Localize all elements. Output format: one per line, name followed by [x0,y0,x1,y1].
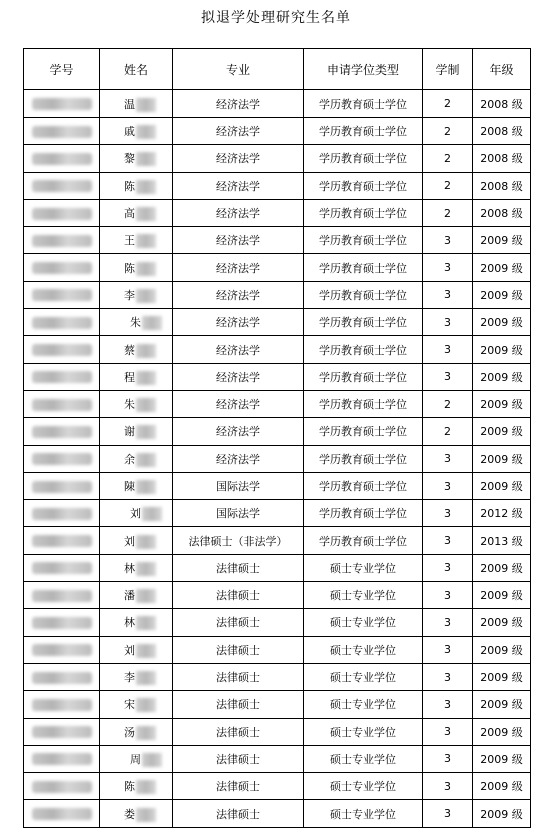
grade-cell: 2009 级 [473,363,531,390]
grade-cell: 2009 级 [473,418,531,445]
grade-cell: 2009 级 [473,582,531,609]
table-row [24,663,531,690]
redaction-blur [32,590,92,602]
student-id-redacted [24,145,100,172]
major-cell: 法律硕士 [173,773,304,800]
degree-type-cell: 学历教育硕士学位 [304,199,423,226]
major-cell: 经济法学 [173,445,304,472]
student-id-redacted [24,718,100,745]
student-name-cell [100,90,173,118]
degree-type-cell: 学历教育硕士学位 [304,281,423,308]
table-row [24,718,531,745]
student-name: 戚 [124,125,135,139]
redaction-blur [136,562,156,576]
major-cell: 经济法学 [173,281,304,308]
redaction-blur [136,207,156,221]
student-id-redacted [24,445,100,472]
grade-cell: 2009 级 [473,636,531,663]
student-id-redacted [24,363,100,390]
major-cell: 国际法学 [173,500,304,527]
grade-cell: 2009 级 [473,254,531,281]
document-title: 拟退学处理研究生名单 [201,10,351,26]
grade-cell: 2008 级 [473,199,531,226]
program-length-cell: 3 [423,691,473,718]
program-length-cell: 2 [423,90,473,118]
program-length-cell: 3 [423,445,473,472]
grade-cell: 2009 级 [473,773,531,800]
major-cell: 经济法学 [173,118,304,145]
table-row [24,281,531,308]
redaction-blur [136,98,156,112]
table-row [24,582,531,609]
student-name: 谢 [124,425,135,439]
redaction-blur [136,344,156,358]
degree-type-cell: 硕士专业学位 [304,745,423,772]
redaction-blur [32,508,92,520]
major-cell: 经济法学 [173,309,304,336]
program-length-cell: 3 [423,554,473,581]
student-id-redacted [24,90,100,118]
student-id-redacted [24,281,100,308]
redaction-blur [142,507,162,521]
student-name-cell [100,718,173,745]
table-row [24,609,531,636]
redaction-blur [32,289,92,301]
program-length-cell: 3 [423,663,473,690]
redaction-blur [32,208,92,220]
student-name: 刘 [124,534,135,548]
major-cell: 法律硕士 [173,636,304,663]
grade-cell: 2009 级 [473,309,531,336]
student-name: 林 [124,616,135,630]
degree-type-cell: 学历教育硕士学位 [304,309,423,336]
table-row [24,418,531,445]
degree-type-cell: 学历教育硕士学位 [304,472,423,499]
redaction-blur [136,808,156,822]
header-degree-type: 申请学位类型 [304,49,423,90]
degree-type-cell: 学历教育硕士学位 [304,336,423,363]
program-length-cell: 3 [423,500,473,527]
student-name: 潘 [124,589,135,603]
degree-type-cell: 硕士专业学位 [304,582,423,609]
program-length-cell: 3 [423,636,473,663]
program-length-cell: 3 [423,609,473,636]
program-length-cell: 3 [423,773,473,800]
grade-cell: 2009 级 [473,281,531,308]
redaction-blur [32,617,92,629]
grade-cell: 2009 级 [473,390,531,417]
header-program-length: 学制 [423,49,473,90]
program-length-cell: 2 [423,172,473,199]
table-row [24,254,531,281]
grade-cell: 2008 级 [473,145,531,172]
redaction-blur [32,317,92,329]
student-name: 李 [124,671,135,685]
redaction-blur [142,753,162,767]
student-name-cell [100,281,173,308]
grade-cell: 2009 级 [473,800,531,827]
major-cell: 法律硕士 [173,554,304,581]
student-name: 陈 [124,261,135,275]
redaction-blur [136,535,156,549]
student-name-cell [100,118,173,145]
redaction-blur [32,699,92,711]
table-row [24,145,531,172]
grade-cell: 2008 级 [473,118,531,145]
student-name-cell [100,663,173,690]
student-id-redacted [24,773,100,800]
student-table [23,48,531,828]
degree-type-cell: 学历教育硕士学位 [304,363,423,390]
redaction-blur [32,426,92,438]
redaction-blur [136,453,156,467]
table-row [24,90,531,118]
redaction-blur [32,98,92,110]
grade-cell: 2009 级 [473,609,531,636]
degree-type-cell: 硕士专业学位 [304,554,423,581]
student-name: 陈 [124,780,135,794]
major-cell: 法律硕士 [173,691,304,718]
student-name: 温 [124,97,135,111]
degree-type-cell: 硕士专业学位 [304,609,423,636]
student-name: 林 [124,561,135,575]
table-row [24,445,531,472]
redaction-blur [32,371,92,383]
student-name-cell [100,336,173,363]
student-name-cell [100,500,173,527]
redaction-blur [32,126,92,138]
redaction-blur [32,808,92,820]
redaction-blur [32,753,92,765]
program-length-cell: 3 [423,227,473,254]
program-length-cell: 3 [423,336,473,363]
student-name-cell [100,800,173,827]
table-row [24,227,531,254]
major-cell: 经济法学 [173,227,304,254]
student-id-redacted [24,390,100,417]
program-length-cell: 3 [423,363,473,390]
student-id-redacted [24,418,100,445]
grade-cell: 2009 级 [473,691,531,718]
student-name-cell [100,309,173,336]
grade-cell: 2012 级 [473,500,531,527]
major-cell: 法律硕士 [173,609,304,636]
redaction-blur [136,671,156,685]
student-name: 汤 [124,725,135,739]
student-id-redacted [24,527,100,554]
student-id-redacted [24,582,100,609]
major-cell: 国际法学 [173,472,304,499]
student-name-cell [100,418,173,445]
grade-cell: 2009 级 [473,336,531,363]
student-name: 陳 [124,480,135,493]
program-length-cell: 2 [423,145,473,172]
major-cell: 法律硕士 [173,800,304,827]
redaction-blur [136,425,156,439]
student-name: 宋 [124,698,135,712]
redaction-blur [136,262,156,276]
major-cell: 法律硕士 [173,582,304,609]
table-row [24,500,531,527]
student-id-redacted [24,227,100,254]
redaction-blur [142,316,162,330]
student-id-redacted [24,636,100,663]
degree-type-cell: 硕士专业学位 [304,663,423,690]
student-name: 陈 [124,179,135,193]
degree-type-cell: 学历教育硕士学位 [304,527,423,554]
program-length-cell: 3 [423,254,473,281]
grade-cell: 2009 级 [473,227,531,254]
redaction-blur [136,780,156,794]
student-name-cell [100,390,173,417]
redaction-blur [32,235,92,247]
degree-type-cell: 硕士专业学位 [304,718,423,745]
redaction-blur [136,398,156,412]
degree-type-cell: 学历教育硕士学位 [304,390,423,417]
redaction-blur [136,726,156,740]
major-cell: 经济法学 [173,363,304,390]
redaction-blur [136,589,156,603]
degree-type-cell: 硕士专业学位 [304,800,423,827]
student-id-redacted [24,172,100,199]
student-name-cell [100,445,173,472]
program-length-cell: 2 [423,199,473,226]
table-row [24,745,531,772]
major-cell: 法律硕士（非法学） [173,527,304,554]
table-row [24,390,531,417]
degree-type-cell: 学历教育硕士学位 [304,254,423,281]
major-cell: 经济法学 [173,336,304,363]
student-id-redacted [24,663,100,690]
student-id-redacted [24,554,100,581]
program-length-cell: 3 [423,718,473,745]
redaction-blur [32,262,92,274]
student-id-redacted [24,609,100,636]
table-row [24,363,531,390]
grade-cell: 2008 级 [473,90,531,118]
redaction-blur [32,644,92,656]
major-cell: 经济法学 [173,199,304,226]
program-length-cell: 3 [423,527,473,554]
student-name: 李 [124,288,135,302]
program-length-cell: 3 [423,281,473,308]
student-name-cell [100,199,173,226]
degree-type-cell: 学历教育硕士学位 [304,172,423,199]
grade-cell: 2009 级 [473,472,531,499]
table-row [24,691,531,718]
major-cell: 经济法学 [173,90,304,118]
student-id-redacted [24,199,100,226]
grade-cell: 2009 级 [473,745,531,772]
redaction-blur [32,344,92,356]
redaction-blur [32,180,92,192]
redaction-blur [32,481,92,493]
student-name: 朱 [124,398,135,412]
table-row [24,527,531,554]
student-name: 余 [124,452,135,466]
student-name-cell [100,472,173,499]
header-name: 姓名 [100,49,173,90]
student-id-redacted [24,500,100,527]
redaction-blur [136,125,156,139]
degree-type-cell: 硕士专业学位 [304,691,423,718]
grade-cell: 2009 级 [473,554,531,581]
major-cell: 经济法学 [173,254,304,281]
table-row [24,636,531,663]
student-name-cell [100,363,173,390]
degree-type-cell: 学历教育硕士学位 [304,500,423,527]
header-grade: 年级 [473,49,531,90]
student-id-redacted [24,745,100,772]
student-name: 黎 [124,152,135,166]
student-name-cell [100,745,173,772]
grade-cell: 2009 级 [473,445,531,472]
redaction-blur [32,535,92,547]
program-length-cell: 3 [423,472,473,499]
student-name: 蔡 [124,343,135,357]
student-name-cell [100,636,173,663]
student-name: 娄 [124,807,135,821]
table-row [24,199,531,226]
student-id-redacted [24,309,100,336]
redaction-blur [136,616,156,630]
major-cell: 法律硕士 [173,718,304,745]
program-length-cell: 2 [423,418,473,445]
student-name-cell [100,582,173,609]
redaction-blur [136,289,156,303]
redaction-blur [136,480,156,494]
degree-type-cell: 学历教育硕士学位 [304,118,423,145]
program-length-cell: 3 [423,309,473,336]
table-row [24,800,531,827]
student-name: 朱 [130,316,141,330]
redaction-blur [32,726,92,738]
student-id-redacted [24,254,100,281]
degree-type-cell: 硕士专业学位 [304,773,423,800]
redaction-blur [32,453,92,465]
student-name: 刘 [130,507,141,521]
student-id-redacted [24,336,100,363]
degree-type-cell: 学历教育硕士学位 [304,418,423,445]
program-length-cell: 3 [423,745,473,772]
student-name: 周 [130,752,141,766]
student-name-cell [100,691,173,718]
student-name: 王 [124,234,135,248]
student-name: 高 [124,207,135,221]
grade-cell: 2008 级 [473,172,531,199]
redaction-blur [136,644,156,658]
student-name-cell [100,773,173,800]
table-row [24,472,531,499]
degree-type-cell: 学历教育硕士学位 [304,227,423,254]
student-name-cell [100,145,173,172]
major-cell: 法律硕士 [173,663,304,690]
program-length-cell: 3 [423,800,473,827]
student-id-redacted [24,800,100,827]
table-row [24,554,531,581]
table-row [24,773,531,800]
major-cell: 经济法学 [173,172,304,199]
redaction-blur [136,234,156,248]
grade-cell: 2009 级 [473,663,531,690]
redaction-blur [136,152,156,166]
redaction-blur [32,562,92,574]
table-header-row [24,49,531,90]
student-name-cell [100,609,173,636]
grade-cell: 2013 级 [473,527,531,554]
degree-type-cell: 学历教育硕士学位 [304,145,423,172]
table-row [24,336,531,363]
redaction-blur [32,153,92,165]
redaction-blur [136,180,156,194]
degree-type-cell: 学历教育硕士学位 [304,90,423,118]
table-row [24,118,531,145]
program-length-cell: 3 [423,582,473,609]
grade-cell: 2009 级 [473,718,531,745]
redaction-blur [136,371,156,385]
redaction-blur [32,672,92,684]
header-major: 专业 [173,49,304,90]
table-row [24,309,531,336]
student-name: 刘 [124,643,135,657]
redaction-blur [136,698,156,712]
student-name-cell [100,172,173,199]
major-cell: 经济法学 [173,145,304,172]
student-name-cell [100,254,173,281]
major-cell: 经济法学 [173,390,304,417]
header-student-id: 学号 [24,49,100,90]
program-length-cell: 2 [423,390,473,417]
degree-type-cell: 硕士专业学位 [304,636,423,663]
student-id-redacted [24,472,100,499]
student-name-cell [100,527,173,554]
major-cell: 法律硕士 [173,745,304,772]
student-id-redacted [24,691,100,718]
student-name-cell [100,554,173,581]
student-id-redacted [24,118,100,145]
program-length-cell: 2 [423,118,473,145]
student-name-cell [100,227,173,254]
degree-type-cell: 学历教育硕士学位 [304,445,423,472]
redaction-blur [32,399,92,411]
student-name: 程 [124,370,135,384]
major-cell: 经济法学 [173,418,304,445]
table-row [24,172,531,199]
redaction-blur [32,781,92,793]
